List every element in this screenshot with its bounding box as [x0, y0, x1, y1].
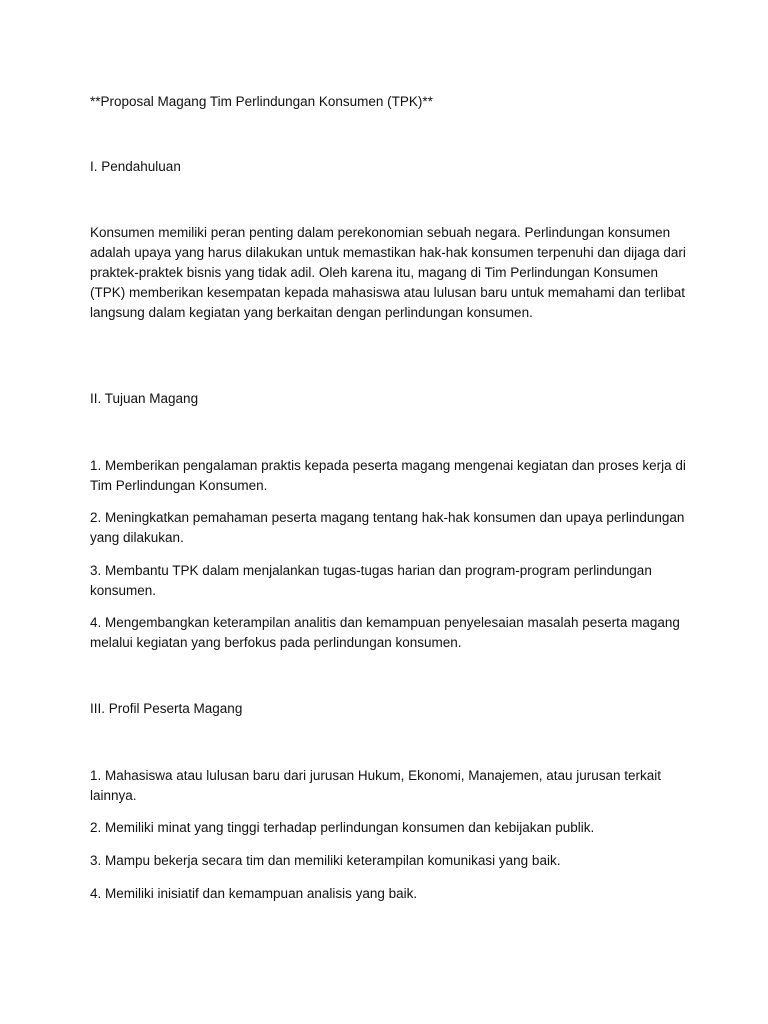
list-item-tujuan-3: 3. Membantu TPK dalam menjalankan tugas-tugas harian dan program-program perlindungan konsumen. — [90, 563, 652, 598]
section-heading-tujuan: II. Tujuan Magang — [90, 391, 199, 406]
list-item-tujuan-1: 1. Memberikan pengalaman praktis kepada peserta magang mengenai kegiatan dan proses kerja di Tim Perlindungan Konsumen. — [90, 458, 686, 493]
section-heading-profil: III. Profil Peserta Magang — [90, 701, 243, 716]
list-item-tujuan-4: 4. Mengembangkan keterampilan analitis dan kemampuan penyelesaian masalah peserta magang melalui kegiatan yang berfokus pada perlindungan konsumen. — [90, 615, 680, 650]
list-item-profil-3: 3. Mampu bekerja secara tim dan memiliki keterampilan komunikasi yang baik. — [90, 853, 561, 868]
list-item-profil-4: 4. Memiliki inisiatif dan kemampuan analisis yang baik. — [90, 886, 418, 901]
list-item-tujuan-2: 2. Meningkatkan pemahaman peserta magang tentang hak-hak konsumen dan upaya perlindungan yang dilakukan. — [90, 510, 685, 545]
list-item-profil-1: 1. Mahasiswa atau lulusan baru dari jurusan Hukum, Ekonomi, Manajemen, atau jurusan terkait lainnya. — [90, 768, 662, 803]
list-item-profil-2: 2. Memiliki minat yang tinggi terhadap perlindungan konsumen dan kebijakan publik. — [90, 820, 595, 835]
section-heading-pendahuluan: I. Pendahuluan — [90, 159, 181, 174]
document-title: **Proposal Magang Tim Perlindungan Konsumen (TPK)** — [90, 94, 433, 109]
section-paragraph-pendahuluan: Konsumen memiliki peran penting dalam perekonomian sebuah negara. Perlindungan konsumen adalah upaya yang harus dilakukan untuk memastikan hak-hak konsumen terpenuhi dan dijaga dari praktek-praktek bisnis yang tidak adil. Oleh karena itu, magang di Tim Perlindungan Konsumen (TPK) memberikan kesempatan kepada mahasiswa atau lulusan baru untuk memahami dan terlibat langsung dalam kegiatan yang berkaitan dengan perlindungan konsumen. — [90, 225, 686, 320]
